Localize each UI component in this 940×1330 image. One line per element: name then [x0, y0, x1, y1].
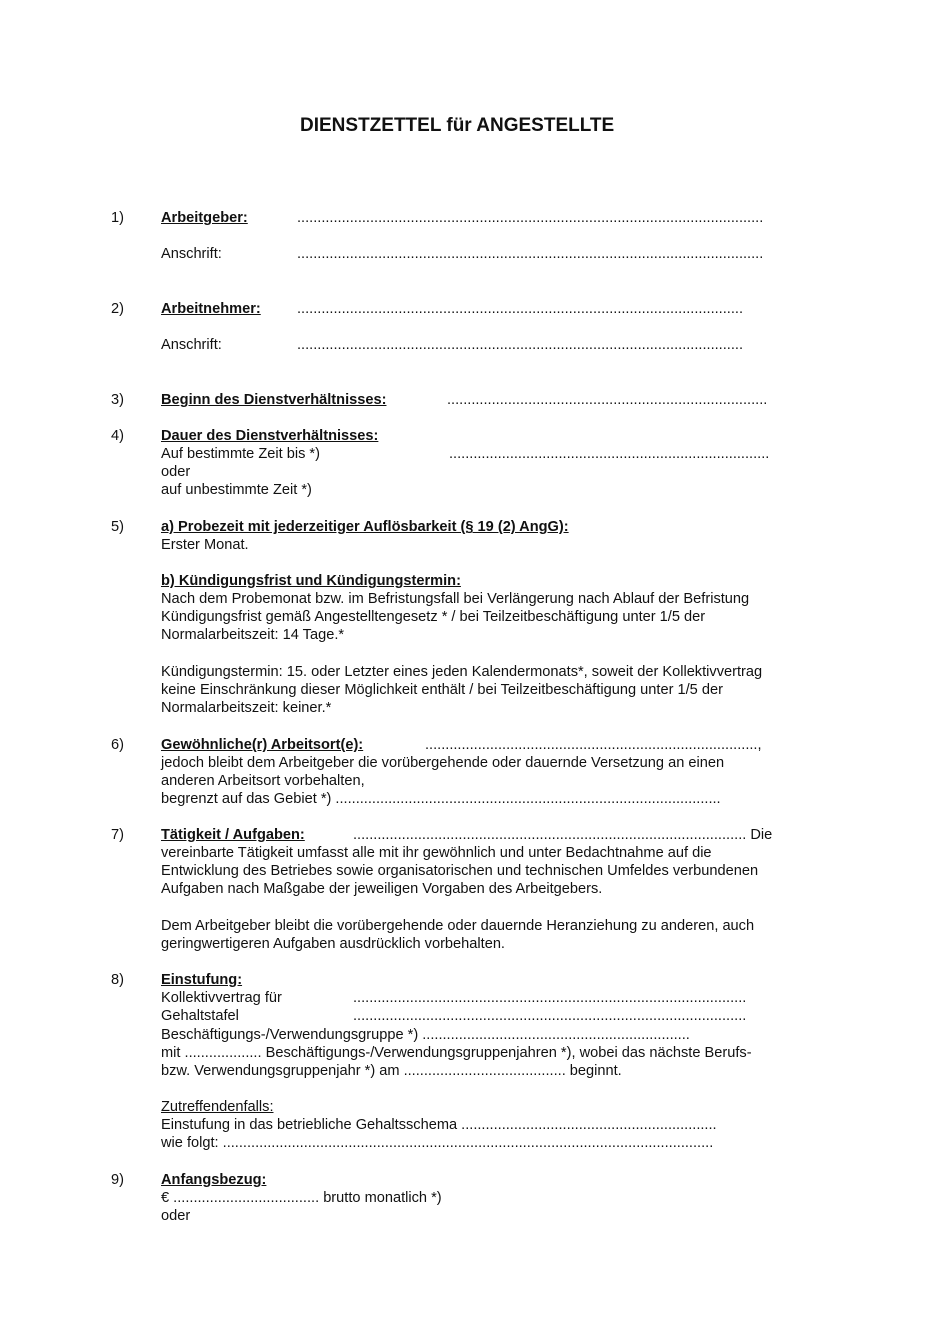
- probation-text: Erster Monat.: [161, 537, 249, 553]
- indefinite-term-text: auf unbestimmte Zeit *): [161, 482, 312, 498]
- notice-date-line: keine Einschränkung dieser Möglichkeit enthält / bei Teilzeitbeschäftigung unter 1/5 der: [161, 682, 723, 698]
- salary-table-label: Gehaltstafel: [161, 1008, 239, 1024]
- employer-address-label: Anschrift:: [161, 246, 222, 262]
- tasks-line: vereinbarte Tätigkeit umfasst alle mit ihr gewöhnlich und unter Bedachtnahme auf die: [161, 845, 712, 861]
- employee-label: Arbeitnehmer:: [161, 301, 261, 317]
- employee-address-field: ..............................................................................................................: [297, 337, 744, 353]
- section-number: 7): [111, 827, 124, 843]
- probation-label: a) Probezeit mit jederzeitiger Auflösbarkeit (§ 19 (2) AngG):: [161, 519, 569, 535]
- starting-salary-label: Anfangsbezug:: [161, 1172, 267, 1188]
- start-date-label: Beginn des Dienstverhältnisses:: [161, 392, 387, 408]
- tasks-reassignment-line: Dem Arbeitgeber bleibt die vorübergehende oder dauernde Heranziehung zu anderen, auch: [161, 918, 755, 934]
- workplace-area-line: begrenzt auf das Gebiet *) ...............................................................................................: [161, 791, 721, 807]
- employment-group-line: Beschäftigungs-/Verwendungsgruppe *) ..................................................................: [161, 1027, 690, 1043]
- workplace-line: jedoch bleibt dem Arbeitgeber die vorübergehende oder dauernde Versetzung an einen: [161, 755, 725, 771]
- if-applicable-label: Zutreffendenfalls:: [161, 1099, 274, 1115]
- or-text: oder: [161, 1208, 191, 1224]
- notice-period-line: Kündigungsfrist gemäß Angestelltengesetz * / bei Teilzeitbeschäftigung unter 1/5 der: [161, 609, 706, 625]
- fixed-term-text: Auf bestimmte Zeit bis *): [161, 446, 320, 462]
- company-salary-scheme-line: wie folgt: .........................................................................................................................: [161, 1135, 714, 1151]
- salary-table-field: .................................................................................................: [353, 1008, 747, 1024]
- section-number: 5): [111, 519, 124, 535]
- notice-period-line: Nach dem Probemonat bzw. im Befristungsfall bei Verlängerung nach Ablauf der Befristung: [161, 591, 750, 607]
- workplace-label: Gewöhnliche(r) Arbeitsort(e):: [161, 737, 364, 753]
- employer-field: ...................................................................................................................: [297, 210, 764, 226]
- tasks-line: Aufgaben nach Maßgabe der jeweiligen Vorgaben des Arbeitgebers.: [161, 881, 603, 897]
- start-date-field: ...............................................................................: [447, 392, 768, 408]
- tasks-field: ................................................................................................. Die: [353, 827, 773, 843]
- employer-address-field: ...................................................................................................................: [297, 246, 764, 262]
- duration-label: Dauer des Dienstverhältnisses:: [161, 428, 379, 444]
- group-years-line: mit ................... Beschäftigungs-/Verwendungsgruppenjahren *), wobei das nächste Berufs-: [161, 1045, 752, 1061]
- employee-field: ..............................................................................................................: [297, 301, 744, 317]
- notice-date-line: Kündigungstermin: 15. oder Letzter eines jeden Kalendermonats*, soweit der Kollektivvertrag: [161, 664, 763, 680]
- employee-address-label: Anschrift:: [161, 337, 222, 353]
- classification-label: Einstufung:: [161, 972, 243, 988]
- notice-period-label: b) Kündigungsfrist und Kündigungstermin:: [161, 573, 461, 589]
- workplace-field: ..................................................................................,: [425, 737, 762, 753]
- tasks-reassignment-line: geringwertigeren Aufgaben ausdrücklich vorbehalten.: [161, 936, 505, 952]
- section-number: 6): [111, 737, 124, 753]
- workplace-line: anderen Arbeitsort vorbehalten,: [161, 773, 365, 789]
- fixed-term-field: ...............................................................................: [449, 446, 770, 462]
- document-title: DIENSTZETTEL für ANGESTELLTE: [300, 115, 615, 136]
- tasks-label: Tätigkeit / Aufgaben:: [161, 827, 305, 843]
- notice-period-line: Normalarbeitszeit: 14 Tage.*: [161, 627, 345, 643]
- collective-agreement-field: .................................................................................................: [353, 990, 747, 1006]
- section-number: 3): [111, 392, 124, 408]
- employer-label: Arbeitgeber:: [161, 210, 248, 226]
- next-group-year-line: bzw. Verwendungsgruppenjahr *) am ........................................ beginnt.: [161, 1063, 622, 1079]
- or-text: oder: [161, 464, 191, 480]
- section-number: 1): [111, 210, 124, 226]
- notice-date-line: Normalarbeitszeit: keiner.*: [161, 700, 332, 716]
- collective-agreement-label: Kollektivvertrag für: [161, 990, 282, 1006]
- company-salary-scheme-line: Einstufung in das betriebliche Gehaltsschema ...............................................................: [161, 1117, 717, 1133]
- section-number: 4): [111, 428, 124, 444]
- section-number: 9): [111, 1172, 124, 1188]
- starting-salary-line: € .................................... brutto monatlich *): [161, 1190, 442, 1206]
- section-number: 2): [111, 301, 124, 317]
- tasks-line: Entwicklung des Betriebes sowie organisatorischen und technischen Umfeldes verbundenen: [161, 863, 759, 879]
- section-number: 8): [111, 972, 124, 988]
